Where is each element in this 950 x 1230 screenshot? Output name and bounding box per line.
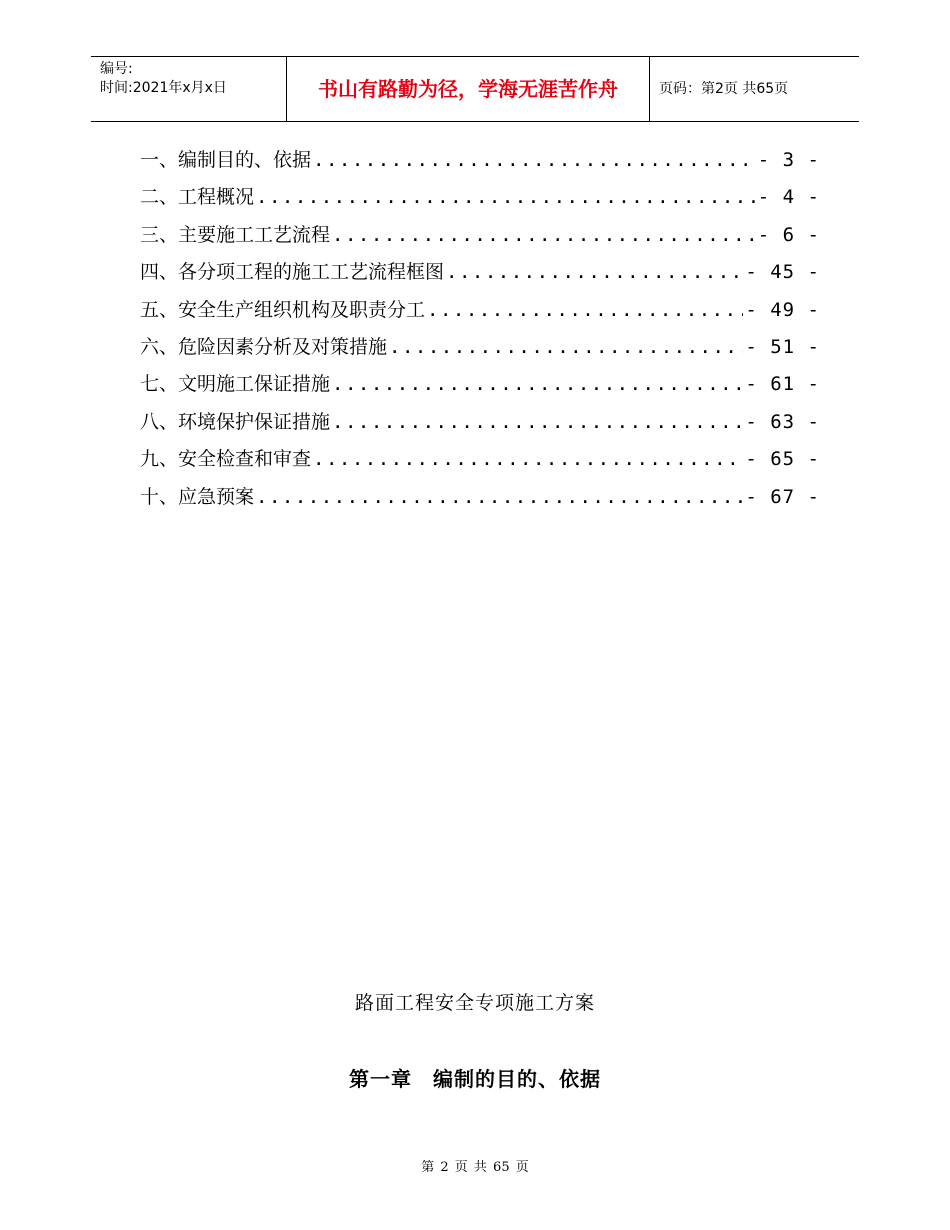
toc-entry[interactable]	[140, 407, 820, 444]
toc-entry-title: 九、安全检查和审查	[140, 448, 312, 471]
toc-leader-dots	[256, 486, 743, 508]
toc-entry-title: 八、环境保护保证措施	[140, 410, 331, 433]
chapter-title: 第一章 编制的目的、依据	[349, 1067, 601, 1091]
toc-entry-title: 七、文明施工保证措施	[140, 373, 331, 396]
toc-entry-page: - 63 -	[745, 410, 820, 433]
toc-leader-dots	[332, 373, 743, 395]
toc-entry[interactable]	[140, 257, 820, 294]
toc-entry-page: - 6 -	[757, 223, 820, 246]
toc-leader-dots	[256, 186, 756, 208]
toc-leader-dots	[332, 411, 743, 433]
toc-entry[interactable]	[140, 369, 820, 406]
toc-entry-title: 三、主要施工工艺流程	[140, 223, 331, 246]
toc-entry-title: 四、各分项工程的施工工艺流程框图	[140, 261, 445, 284]
toc-leader-dots	[389, 336, 743, 358]
toc-entry-page: - 3 -	[757, 149, 820, 171]
page-footer: 第 2 页 共 65 页	[421, 1160, 529, 1175]
toc-entry[interactable]	[140, 444, 820, 481]
toc-entry-page: - 51 -	[745, 335, 820, 358]
toc-leader-dots	[313, 448, 743, 470]
toc-leader-dots	[332, 224, 756, 246]
header-motto: 书山有路勤为径，学海无涯苦作舟	[286, 57, 650, 121]
toc-entry[interactable]	[140, 145, 820, 182]
toc-entry-title: 十、应急预案	[140, 485, 255, 508]
toc-leader-dots	[446, 261, 743, 283]
toc-entry[interactable]	[140, 182, 820, 219]
table-of-contents	[140, 145, 820, 519]
toc-entry-title: 一、编制目的、依据	[140, 149, 312, 171]
header-page-info: 页码：第2页 共65页	[659, 81, 789, 97]
toc-entry-page: - 61 -	[745, 373, 820, 396]
toc-entry-page: - 49 -	[745, 298, 820, 321]
toc-entry-page: - 4 -	[757, 186, 820, 209]
toc-entry-page: - 65 -	[745, 448, 820, 471]
document-title: 路面工程安全专项施工方案	[354, 992, 595, 1014]
toc-leader-dots	[427, 299, 743, 321]
toc-entry[interactable]	[140, 295, 820, 332]
toc-leader-dots	[313, 149, 756, 171]
toc-entry-title: 二、工程概况	[140, 186, 255, 209]
header-meta	[91, 57, 286, 121]
toc-entry-page: - 67 -	[745, 485, 820, 508]
toc-entry-page: - 45 -	[745, 261, 820, 284]
toc-entry[interactable]	[140, 332, 820, 369]
toc-entry-title: 六、危险因素分析及对策措施	[140, 335, 388, 358]
page-header	[91, 56, 859, 122]
toc-entry[interactable]	[140, 482, 820, 519]
number-label: 编号:	[100, 61, 133, 77]
toc-entry[interactable]	[140, 220, 820, 257]
toc-entry-title: 五、安全生产组织机构及职责分工	[140, 298, 426, 321]
time-label: 时间:2021年x月x日	[100, 80, 227, 96]
